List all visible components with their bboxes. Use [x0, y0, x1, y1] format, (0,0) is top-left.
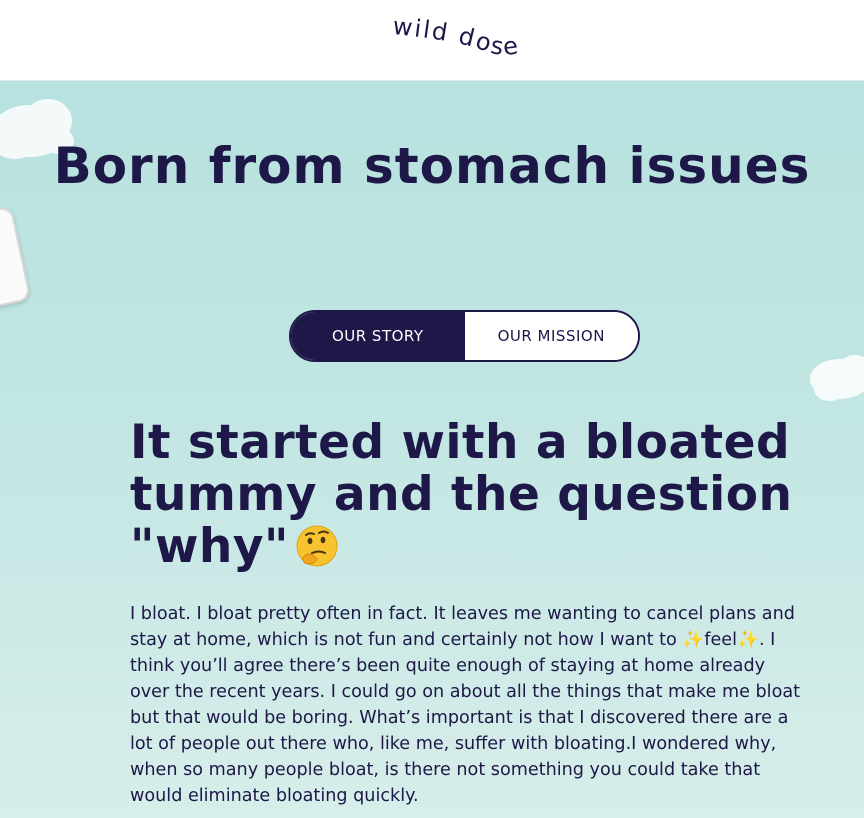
cloud-icon	[800, 341, 864, 416]
page-title: Born from stomach issues	[53, 137, 811, 195]
thinking-face-icon	[295, 524, 339, 568]
site-logo[interactable]	[388, 12, 544, 72]
site-header	[0, 0, 864, 81]
story-emph-word: feel	[704, 630, 738, 650]
story-mission-toggle	[289, 310, 640, 362]
story-heading-text: It started with a bloated tummy and the question "why"	[130, 415, 793, 574]
sparkles-icon: ✨	[737, 630, 759, 650]
story-heading	[130, 417, 830, 573]
svg-text:wild dose: wild dose	[391, 12, 522, 62]
tab-our-story[interactable]: OUR STORY	[291, 312, 465, 360]
phone-image	[0, 206, 31, 313]
wild-dose-logo-icon	[388, 12, 544, 72]
story-paragraph-start: I bloat. I bloat pretty often in fact. It leaves me wanting to cancel plans and stay at home, which is not fun and certainly not how I want to	[130, 604, 795, 650]
hero-section	[0, 81, 864, 818]
story-paragraph-end: . I think you’ll agree there’s been quite enough of staying at home already over the recent years. I could go on about all the things that make me bloat but that would be boring. What’s important is that I discovered there are a lot of people out there who, like me, suffer with bloating.I wondered why, when so many people bloat, is there not something you could take that would eliminate bloating quickly.	[130, 630, 801, 806]
tab-our-mission[interactable]: OUR MISSION	[465, 312, 639, 360]
sparkles-icon: ✨	[682, 630, 705, 650]
story-paragraph	[130, 601, 802, 809]
